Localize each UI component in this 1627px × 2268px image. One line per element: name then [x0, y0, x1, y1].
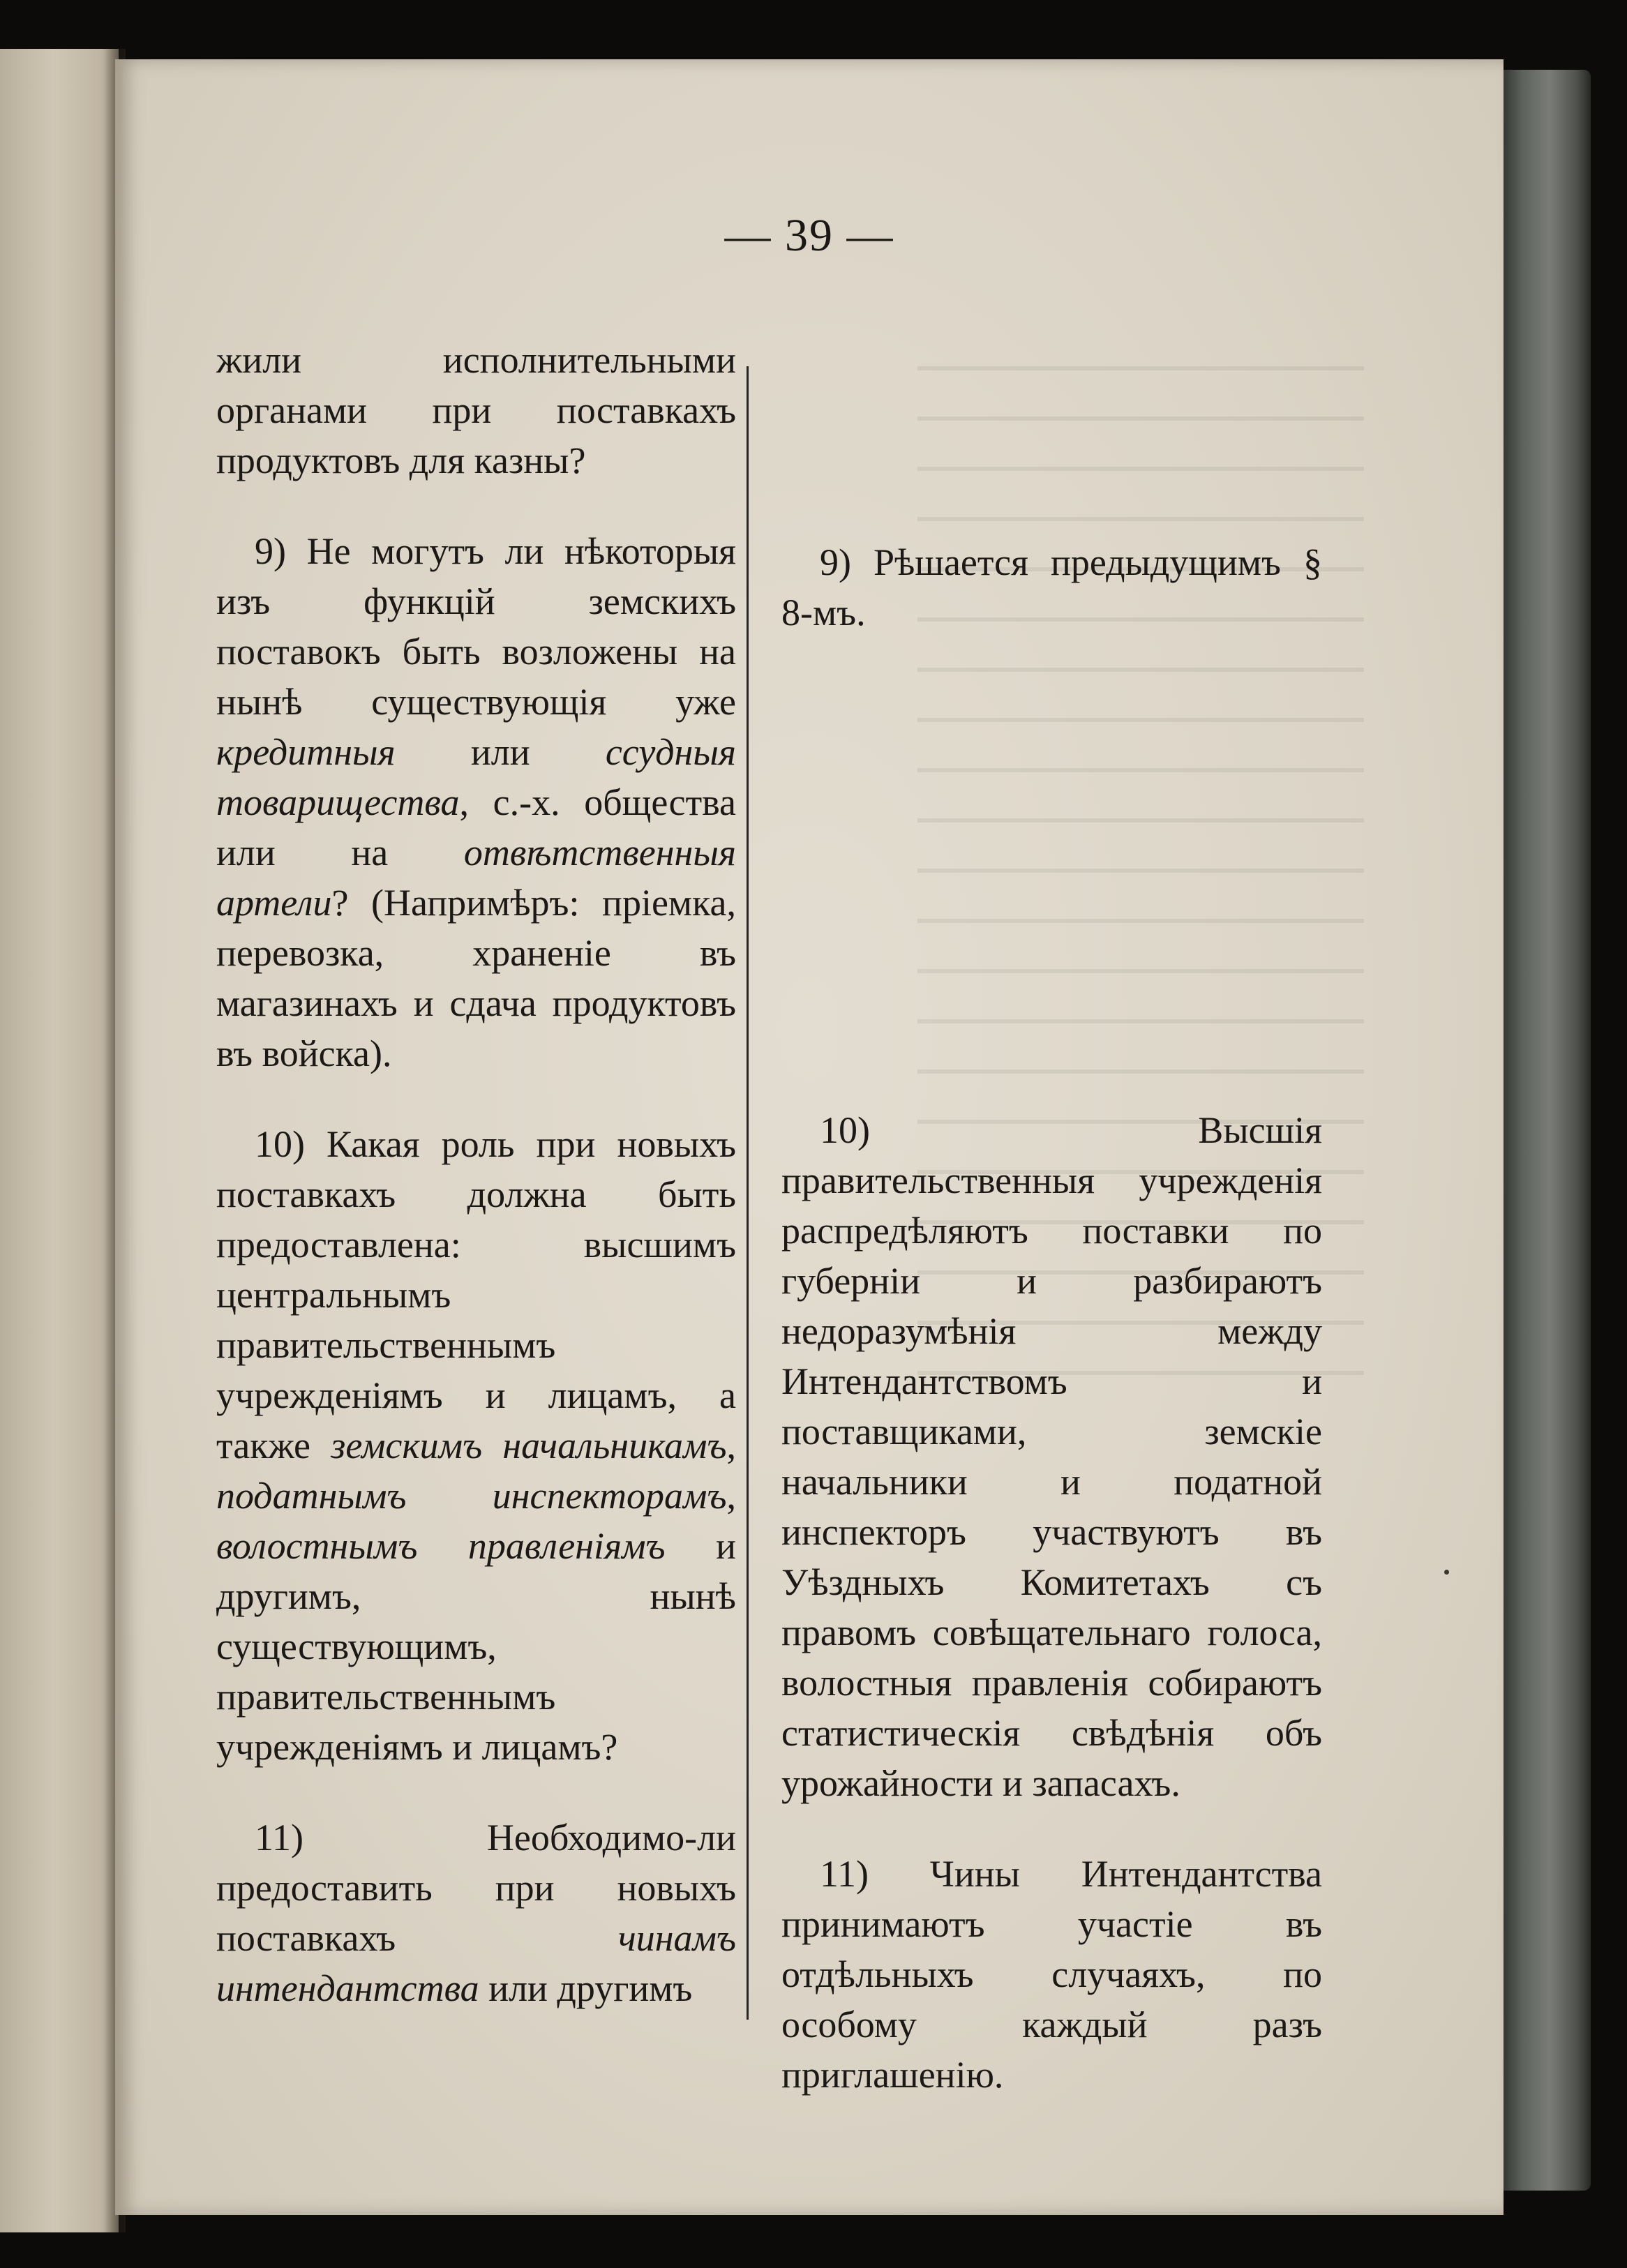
answer-11: 11) Чины Интендантства принимаютъ участіе въ отдѣльныхъ случаяхъ, по особому каждый разъ приглашенію. [781, 1853, 1322, 2096]
answer-9-offset [781, 335, 1322, 537]
paragraph-continuation: жили исполнительными органами при поставкахъ продуктовъ для казны? [216, 339, 736, 481]
left-page-edge [0, 49, 119, 2232]
question-10-text-g: и другимъ, нынѣ существующимъ, правительственнымъ учрежденіямъ и лицамъ? [216, 1525, 736, 1768]
question-9-text-a: 9) Не могутъ ли нѣкоторыя изъ функцій земскихъ поставокъ быть возложены на нынѣ существующія уже [216, 530, 736, 723]
ink-speck [1444, 1570, 1449, 1575]
question-11-text-a: 11) Необходимо-ли предоставить при новыхъ поставкахъ [216, 1817, 736, 1959]
answer-9: 9) Рѣшается предыдущимъ § 8-мъ. [781, 541, 1322, 633]
question-9-emphasis-b: кредитныя [216, 731, 396, 773]
question-9-text-c: или [395, 731, 606, 773]
question-10-emphasis-f: волостнымъ правленіямъ [216, 1525, 666, 1567]
question-11 [216, 1812, 736, 2013]
answer-10: 10) Высшія правительственныя учрежденія распредѣляютъ поставки по губерніи и разбираютъ недоразумѣнія между Интендантствомъ и поставщиками, земскіе начальники и податной инспекторъ участвуютъ въ Уѣздныхъ Комитетахъ съ правомъ совѣщательнаго голоса, волостныя правленія собираютъ статистическія свѣдѣнія объ урожайности и запасахъ. [781, 1109, 1322, 1804]
left-column-questions [216, 335, 736, 2013]
question-9-text-e: , с.-х. общества или на [216, 781, 736, 873]
question-9-emphasis-d: ссудныя товарищества [216, 731, 736, 823]
book-cover-edge [1500, 70, 1591, 2191]
question-10-text-e: , [726, 1475, 736, 1517]
question-10 [216, 1119, 736, 1772]
question-11-text-c: или другимъ [479, 1967, 693, 2009]
answer-10-offset [781, 638, 1322, 1105]
question-10-emphasis-b: земскимъ начальникамъ [331, 1425, 727, 1466]
page [115, 59, 1504, 2215]
question-9-emphasis-f: отвѣтственныя артели [216, 832, 736, 924]
right-column-answers [781, 335, 1322, 2100]
column-divider [747, 366, 749, 2020]
question-10-text-a: 10) Какая роль при новыхъ поставкахъ должна быть предоставлена: высшимъ центральнымъ правительственнымъ учрежденіямъ и лицамъ, а также [216, 1123, 736, 1466]
question-9-text-g: ? (Напримѣръ: пріемка, перевозка, храненіе въ магазинахъ и сдача продуктовъ въ войска). [216, 882, 736, 1074]
question-10-emphasis-d: податнымъ инспекторамъ [216, 1475, 727, 1517]
question-10-text-c: , [726, 1425, 736, 1466]
page-number: — 39 — [724, 210, 894, 261]
question-11-emphasis-b: чинамъ интендантства [216, 1917, 736, 2009]
question-9 [216, 526, 736, 1079]
